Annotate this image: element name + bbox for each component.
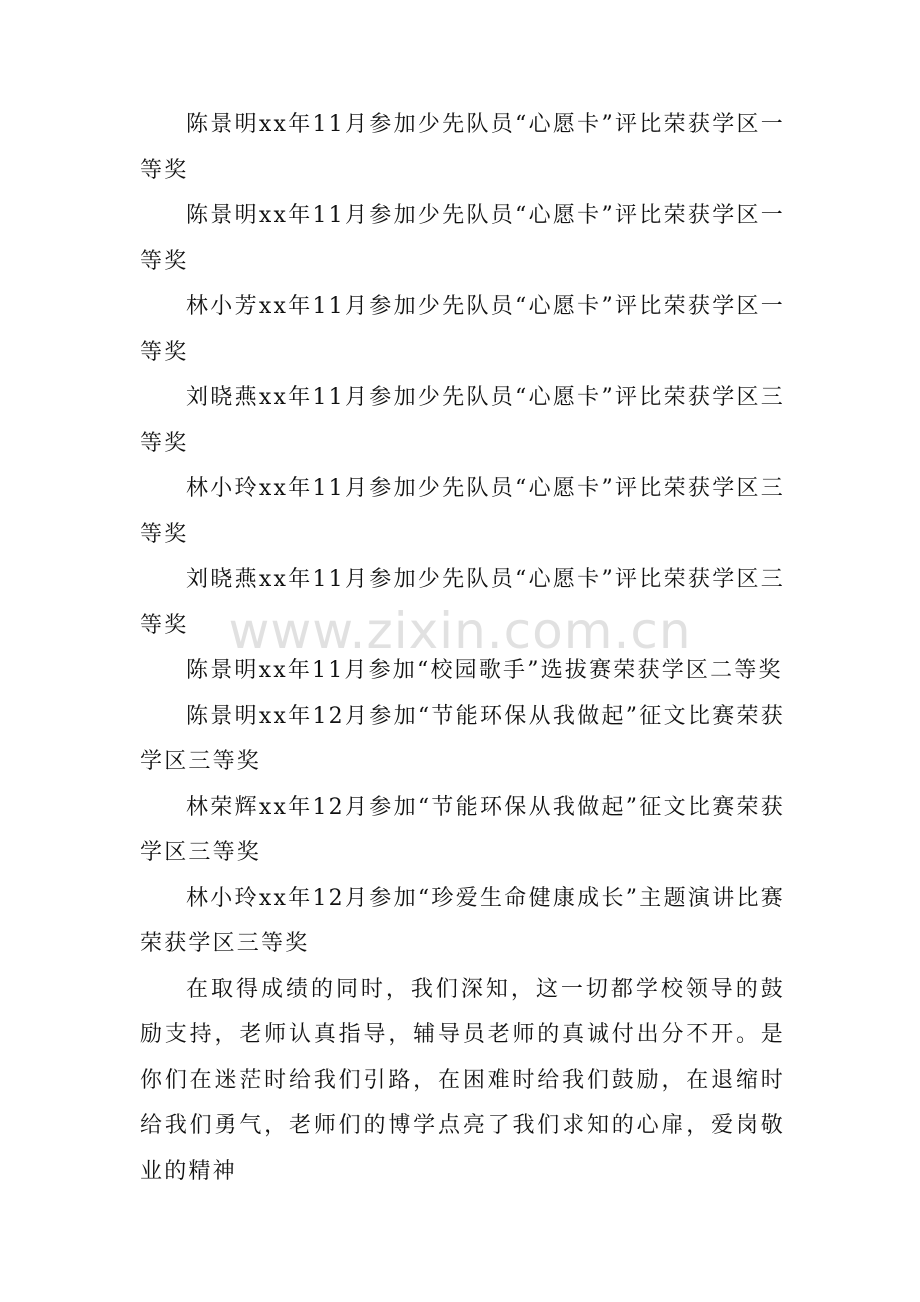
watermark-text: www.zixin.com.cn [228,602,692,660]
award-paragraph: 刘晓燕xx年11月参加少先队员“心愿卡”评比荣获学区三等奖 [140,385,785,456]
award-paragraph: 陈景明xx年12月参加“节能环保从我做起”征文比赛荣获学区三等奖 [140,703,785,774]
award-paragraph: 刘晓燕xx年11月参加少先队员“心愿卡”评比荣获学区三等奖 [140,567,785,638]
award-paragraph: 林小玲xx年11月参加少先队员“心愿卡”评比荣获学区三等奖 [140,476,785,547]
award-paragraph: 陈景明xx年11月参加少先队员“心愿卡”评比荣获学区一等奖 [140,112,785,183]
award-paragraph: 陈景明xx年11月参加少先队员“心愿卡”评比荣获学区一等奖 [140,203,785,274]
document-page [140,102,785,1194]
award-paragraph: 林荣辉xx年12月参加“节能环保从我做起”征文比赛荣获学区三等奖 [140,794,785,865]
award-paragraph: 陈景明xx年11月参加“校园歌手”选拔赛荣获学区二等奖 [186,658,783,683]
award-paragraph: 林小玲xx年12月参加“珍爱生命健康成长”主题演讲比赛荣获学区三等奖 [140,885,785,956]
award-paragraph: 林小芳xx年11月参加少先队员“心愿卡”评比荣获学区一等奖 [140,294,785,365]
closing-paragraph: 在取得成绩的同时，我们深知，这一切都学校领导的鼓励支持，老师认真指导，辅导员老师的真诚付出分不开。是你们在迷茫时给我们引路，在困难时给我们鼓励，在退缩时给我们勇气，老师们的博学点亮了我们求知的心扉，爱岗敬业的精神 [140,976,785,1184]
